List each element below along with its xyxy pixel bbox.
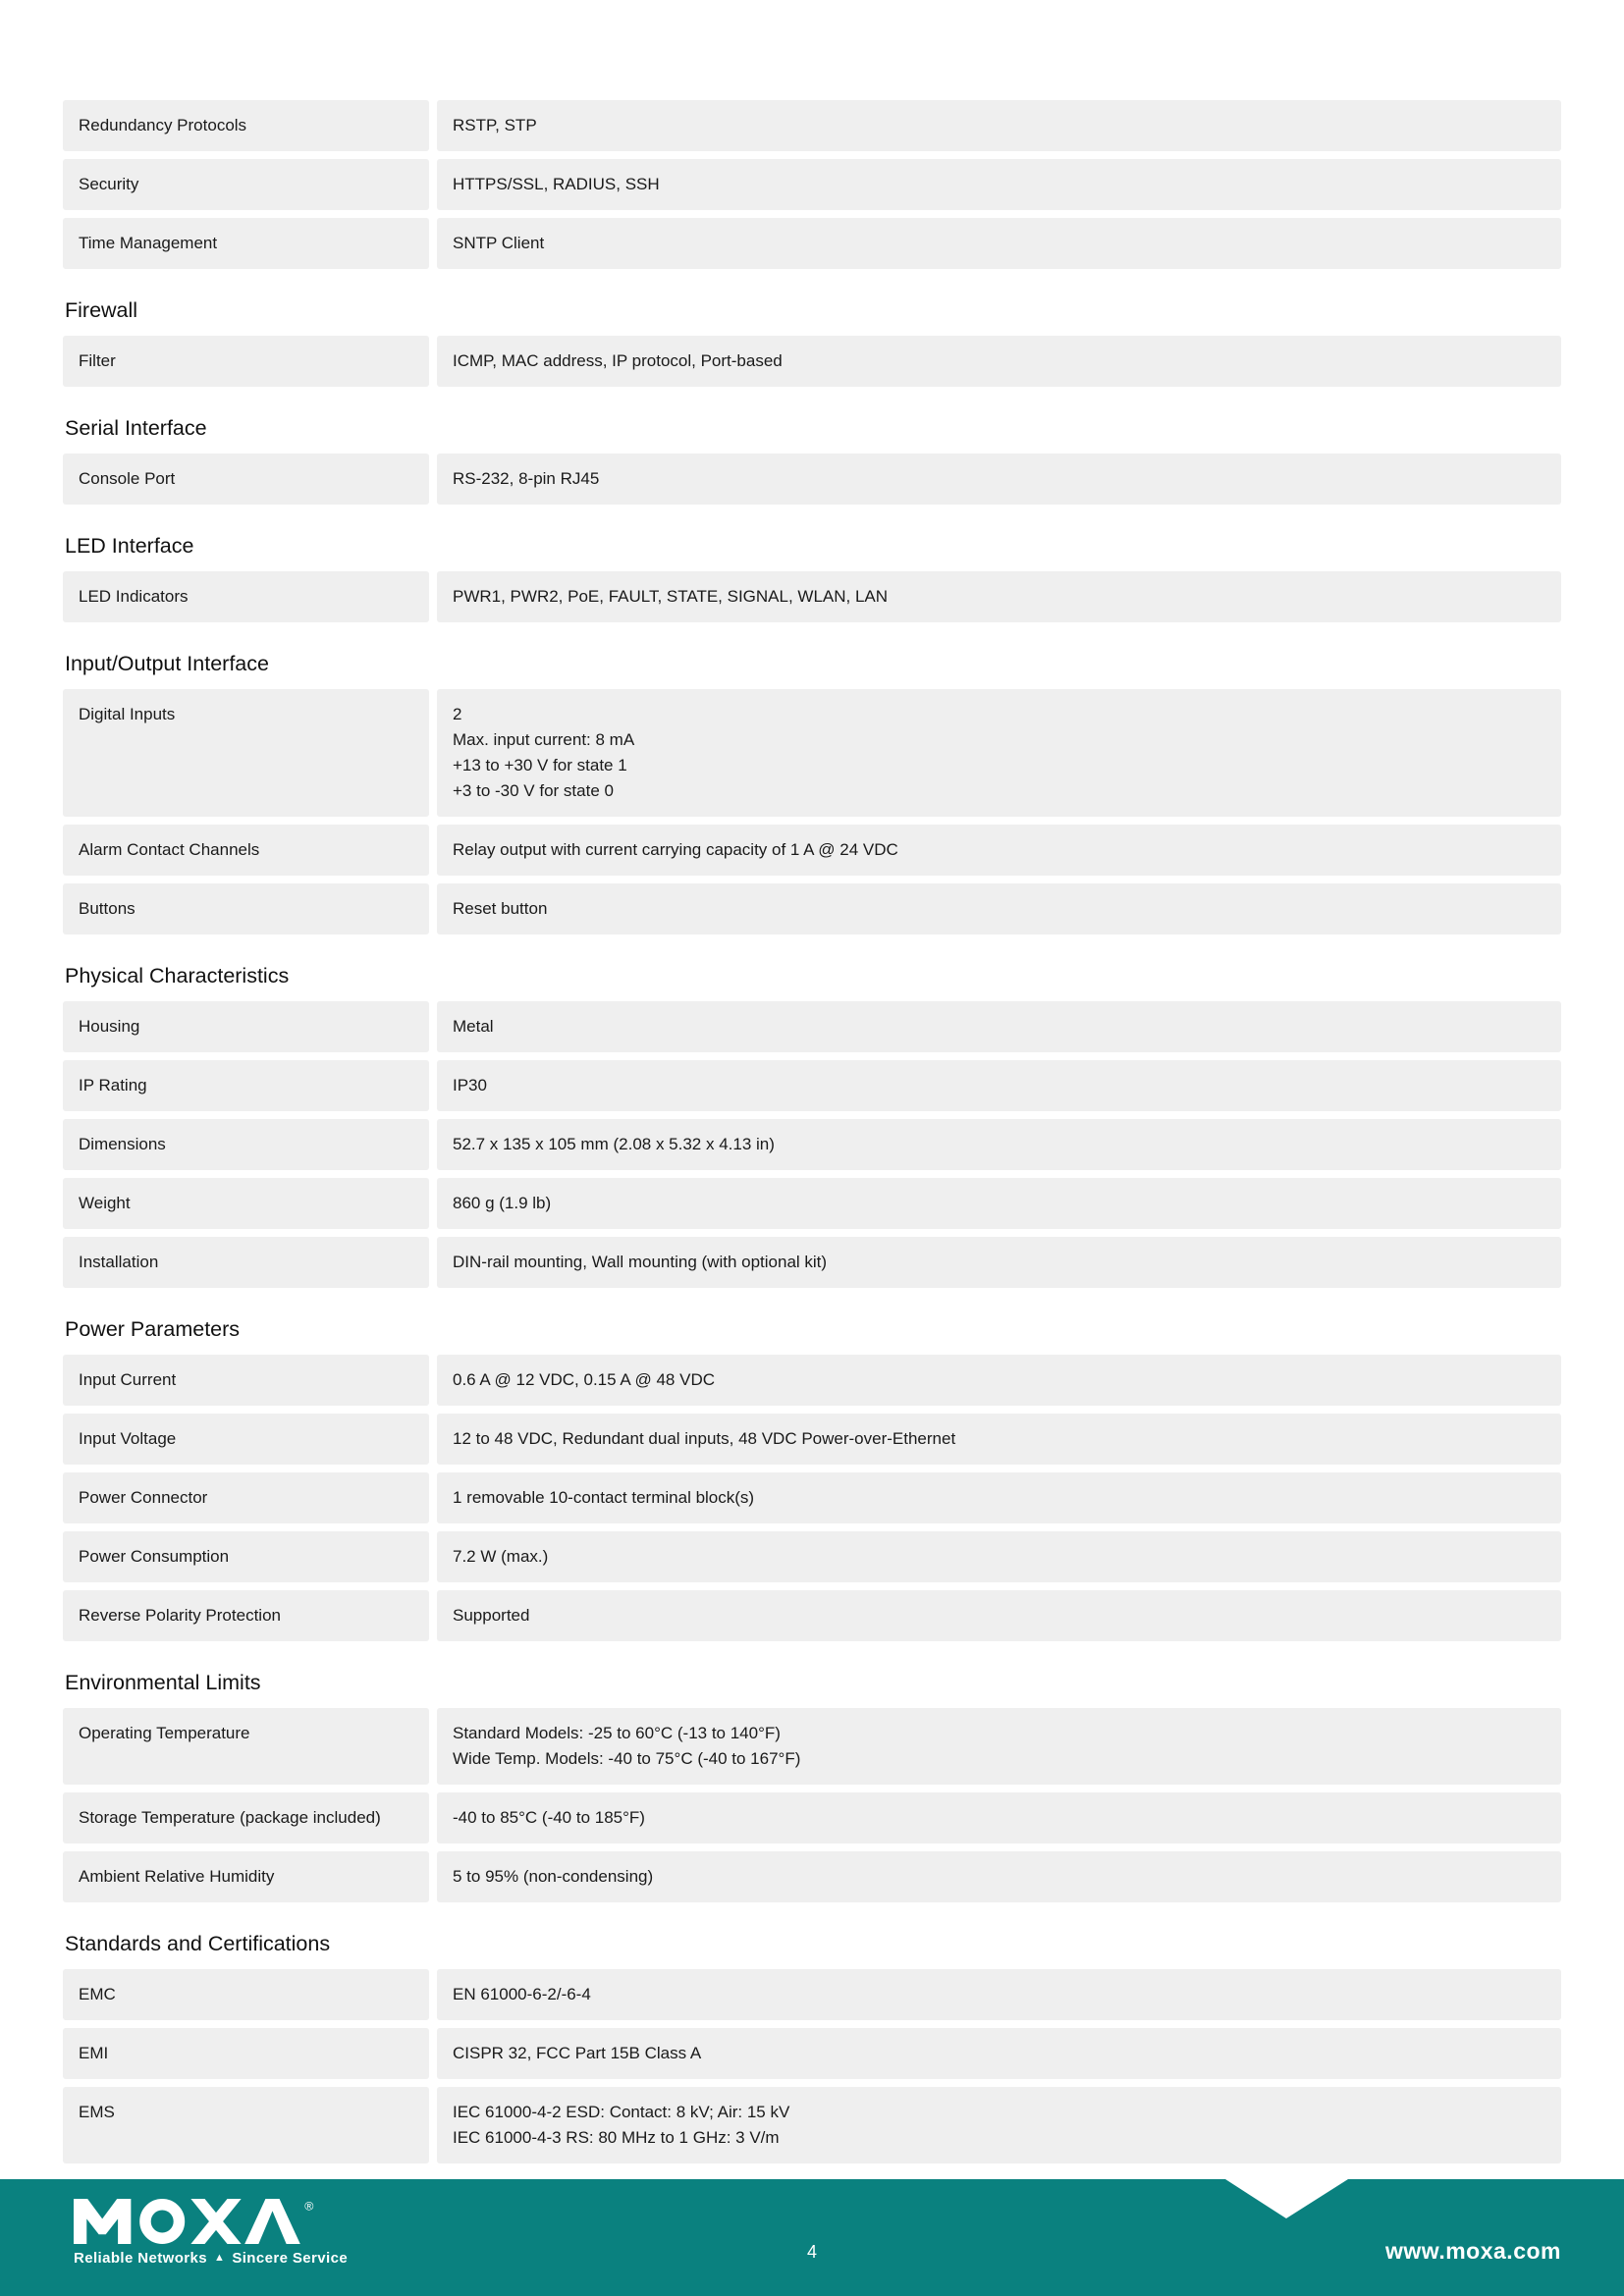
spec-row (63, 1708, 1561, 1785)
section-heading: Serial Interface (65, 416, 207, 440)
section-heading: Firewall (65, 298, 138, 322)
spec-value-line: +13 to +30 V for state 1 (453, 756, 627, 774)
section-heading: Environmental Limits (65, 1671, 261, 1694)
moxa-logo-icon (74, 2199, 321, 2244)
spec-value-line: 0.6 A @ 12 VDC, 0.15 A @ 48 VDC (453, 1370, 715, 1389)
spec-row (63, 1119, 1561, 1170)
spec-value-line: RS-232, 8-pin RJ45 (453, 469, 600, 488)
spec-label: Buttons (63, 883, 429, 934)
spec-row (63, 1001, 1561, 1052)
spec-value (437, 2087, 1561, 2163)
spec-label: Redundancy Protocols (63, 100, 429, 151)
spec-value-line: Reset button (453, 899, 548, 918)
spec-row (63, 2087, 1561, 2163)
spec-value (437, 1590, 1561, 1641)
spec-label: LED Indicators (63, 571, 429, 622)
spec-label: Storage Temperature (package included) (63, 1792, 429, 1843)
spec-label: Digital Inputs (63, 689, 429, 817)
spec-row (63, 1792, 1561, 1843)
spec-label: Operating Temperature (63, 1708, 429, 1785)
spec-value (437, 1708, 1561, 1785)
spec-value-line: EN 61000-6-2/-6-4 (453, 1985, 591, 2003)
spec-value-line: HTTPS/SSL, RADIUS, SSH (453, 175, 660, 193)
section-heading: Physical Characteristics (65, 964, 290, 988)
spec-value-line: CISPR 32, FCC Part 15B Class A (453, 2044, 702, 2062)
page-number: 4 (806, 2242, 817, 2262)
spec-value (437, 1969, 1561, 2020)
spec-value-line: 7.2 W (max.) (453, 1547, 549, 1566)
spec-row (63, 1851, 1561, 1902)
spec-value-line: SNTP Client (453, 234, 545, 252)
spec-label: EMI (63, 2028, 429, 2079)
spec-value (437, 1001, 1561, 1052)
spec-label: Ambient Relative Humidity (63, 1851, 429, 1902)
spec-value-line: +3 to -30 V for state 0 (453, 781, 614, 800)
spec-value-line: DIN-rail mounting, Wall mounting (with optional kit) (453, 1253, 828, 1271)
section-heading: Power Parameters (65, 1317, 241, 1341)
spec-label: Input Current (63, 1355, 429, 1406)
spec-label: EMC (63, 1969, 429, 2020)
spec-row (63, 1969, 1561, 2020)
spec-value-line: 2 (453, 705, 462, 723)
spec-row (63, 1472, 1561, 1523)
spec-value (437, 571, 1561, 622)
spec-label: IP Rating (63, 1060, 429, 1111)
spec-value (437, 1355, 1561, 1406)
section-heading: Standards and Certifications (65, 1932, 331, 1955)
section-heading: Input/Output Interface (65, 652, 269, 675)
spec-value (437, 454, 1561, 505)
registered-mark-icon: ® (304, 2199, 314, 2214)
spec-label: Reverse Polarity Protection (63, 1590, 429, 1641)
tagline-right: Sincere Service (232, 2250, 349, 2267)
spec-row (63, 336, 1561, 387)
spec-value-line: Standard Models: -25 to 60°C (-13 to 140°F) (453, 1724, 781, 1742)
spec-row (63, 1060, 1561, 1111)
spec-value-line: -40 to 85°C (-40 to 185°F) (453, 1808, 645, 1827)
spec-label: Power Consumption (63, 1531, 429, 1582)
spec-label: Filter (63, 336, 429, 387)
spec-value (437, 100, 1561, 151)
spec-value-line: Max. input current: 8 mA (453, 730, 635, 749)
spec-row (63, 883, 1561, 934)
spec-row (63, 1414, 1561, 1465)
spec-value-line: RSTP, STP (453, 116, 537, 134)
spec-value-line: IEC 61000-4-2 ESD: Contact: 8 kV; Air: 15 kV (453, 2103, 790, 2121)
spec-row (63, 825, 1561, 876)
spec-label: Time Management (63, 218, 429, 269)
spec-value (437, 1060, 1561, 1111)
spec-row (63, 454, 1561, 505)
spec-value (437, 825, 1561, 876)
section-heading: LED Interface (65, 534, 194, 558)
website-link[interactable]: www.moxa.com (1385, 2238, 1561, 2264)
spec-row (63, 1237, 1561, 1288)
spec-value-line: Relay output with current carrying capacity of 1 A @ 24 VDC (453, 840, 898, 859)
spec-value (437, 1851, 1561, 1902)
spec-value (437, 1178, 1561, 1229)
spec-value-line: 1 removable 10-contact terminal block(s) (453, 1488, 755, 1507)
spec-value (437, 689, 1561, 817)
spec-row (63, 1355, 1561, 1406)
spec-label: EMS (63, 2087, 429, 2163)
spec-table (63, 100, 1561, 2171)
spec-value (437, 883, 1561, 934)
spec-value (437, 1119, 1561, 1170)
spec-row (63, 218, 1561, 269)
spec-value-line: Supported (453, 1606, 530, 1625)
spec-row (63, 100, 1561, 151)
triangle-icon: ▲ (214, 2252, 226, 2264)
spec-value (437, 1237, 1561, 1288)
spec-label: Input Voltage (63, 1414, 429, 1465)
spec-value-line: 12 to 48 VDC, Redundant dual inputs, 48 VDC Power-over-Ethernet (453, 1429, 956, 1448)
tagline-left: Reliable Networks (74, 2250, 208, 2267)
spec-value (437, 218, 1561, 269)
spec-value-line: IEC 61000-4-3 RS: 80 MHz to 1 GHz: 3 V/m (453, 2128, 780, 2147)
spec-row (63, 1531, 1561, 1582)
spec-value (437, 1531, 1561, 1582)
spec-label: Weight (63, 1178, 429, 1229)
spec-label: Security (63, 159, 429, 210)
spec-value-line: PWR1, PWR2, PoE, FAULT, STATE, SIGNAL, WLAN, LAN (453, 587, 889, 606)
spec-value-line: Metal (453, 1017, 494, 1036)
spec-label: Installation (63, 1237, 429, 1288)
spec-label: Dimensions (63, 1119, 429, 1170)
spec-value-line: Wide Temp. Models: -40 to 75°C (-40 to 167°F) (453, 1749, 801, 1768)
spec-row (63, 159, 1561, 210)
spec-row (63, 1590, 1561, 1641)
spec-label: Power Connector (63, 1472, 429, 1523)
spec-label: Console Port (63, 454, 429, 505)
spec-row (63, 1178, 1561, 1229)
spec-value (437, 159, 1561, 210)
spec-value-line: 5 to 95% (non-condensing) (453, 1867, 654, 1886)
spec-value (437, 1792, 1561, 1843)
spec-value-line: IP30 (453, 1076, 487, 1095)
spec-label: Housing (63, 1001, 429, 1052)
spec-value-line: 52.7 x 135 x 105 mm (2.08 x 5.32 x 4.13 in) (453, 1135, 775, 1153)
spec-value-line: ICMP, MAC address, IP protocol, Port-based (453, 351, 783, 370)
spec-value-line: 860 g (1.9 lb) (453, 1194, 552, 1212)
spec-label: Alarm Contact Channels (63, 825, 429, 876)
spec-value (437, 1472, 1561, 1523)
spec-row (63, 2028, 1561, 2079)
spec-value (437, 2028, 1561, 2079)
spec-value (437, 1414, 1561, 1465)
footer (0, 2179, 1624, 2296)
spec-value (437, 336, 1561, 387)
spec-row (63, 689, 1561, 817)
chevron-notch (1225, 2179, 1348, 2218)
spec-row (63, 571, 1561, 622)
